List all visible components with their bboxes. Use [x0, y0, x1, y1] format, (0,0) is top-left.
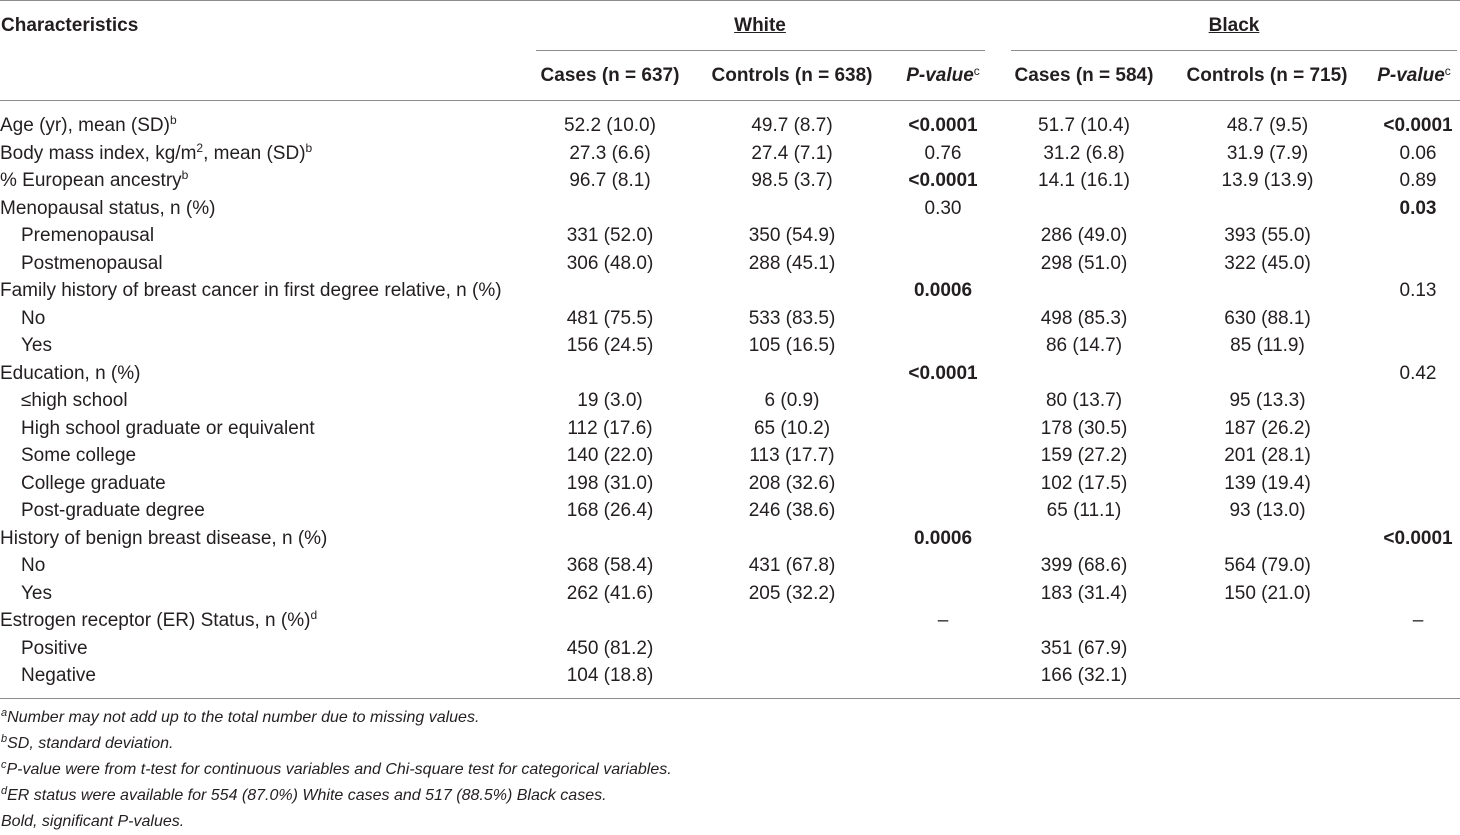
black-cases-cell: 399 (68.6) [1040, 555, 1128, 576]
white-controls-cell: 6 (0.9) [764, 390, 820, 411]
white-pvalue-cell [900, 305, 986, 333]
table-row [0, 552, 1460, 580]
row-label: College graduate [21, 472, 166, 494]
table-row [0, 662, 1460, 690]
white-pvalue-cell [900, 442, 986, 470]
white-cases-cell: 262 (41.6) [566, 582, 654, 604]
column-gap [986, 305, 1009, 333]
black-pvalue-cell [1376, 470, 1460, 498]
row-label: No [21, 307, 46, 329]
table-row [0, 387, 1460, 415]
white-cases-cell: 156 (24.5) [566, 335, 654, 356]
row-label: No [21, 555, 46, 576]
table-row [0, 415, 1460, 443]
row-label: Postmenopausal [21, 252, 163, 274]
table-row [0, 140, 1460, 168]
table-row [0, 635, 1460, 663]
white-cases-cell: 19 (3.0) [577, 390, 643, 411]
column-gap [986, 167, 1009, 195]
white-pvalue-cell: – [937, 610, 949, 631]
white-controls-cell: 98.5 (3.7) [751, 170, 833, 191]
black-controls-cell [1159, 635, 1376, 663]
black-pvalue-cell [1376, 552, 1460, 580]
white-cases-cell: 198 (31.0) [566, 472, 654, 494]
column-gap [986, 140, 1009, 168]
row-label: Yes [21, 335, 52, 356]
white-cases-cell: 331 (52.0) [566, 225, 654, 246]
black-controls-cell: 95 (13.3) [1229, 390, 1306, 411]
black-controls-cell: 85 (11.9) [1230, 335, 1305, 356]
column-gap [986, 525, 1009, 553]
white-pvalue-cell: 0.30 [924, 197, 962, 219]
white-controls-cell [684, 607, 900, 635]
black-pvalue-cell [1376, 222, 1460, 250]
black-pvalue-cell [1376, 250, 1460, 278]
row-label: Age (yr), mean (SD)$^b$ [0, 113, 177, 136]
black-group-title: Black [1208, 15, 1260, 36]
table-row [0, 332, 1460, 360]
table-row [0, 305, 1460, 333]
black-cases-cell: 51.7 (10.4) [1038, 115, 1130, 136]
black-cases-cell: 498 (85.3) [1040, 307, 1128, 329]
column-gap [986, 415, 1009, 443]
footnote: $^a$Number may not add up to the total number due to missing values. [1, 707, 480, 726]
black-cases-cell: 286 (49.0) [1040, 225, 1128, 246]
white-pvalue-cell [900, 470, 986, 498]
white-cases-cell: 368 (58.4) [566, 555, 654, 576]
footnote: $^b$SD, standard deviation. [1, 733, 174, 752]
white-controls-cell: 205 (32.2) [748, 582, 836, 604]
table-row [0, 360, 1460, 388]
column-gap [986, 442, 1009, 470]
black-pvalue-cell [1376, 332, 1460, 360]
white-controls-cell [684, 195, 900, 223]
black-controls-cell: 150 (21.0) [1224, 582, 1311, 604]
table-row [0, 525, 1460, 553]
table-row [0, 250, 1460, 278]
row-label: Body mass index, $kg/m^2$, mean (SD)$^b$ [0, 140, 313, 164]
table-row [0, 112, 1460, 140]
black-pvalue-cell: 0.06 [1399, 142, 1437, 164]
white-cases-cell: 52.2 (10.0) [564, 115, 656, 136]
row-label: Education, n (%) [0, 362, 141, 384]
white-cases-cell: 96.7 (8.1) [569, 170, 651, 191]
black-pvalue-cell [1376, 305, 1460, 333]
row-label: Post-graduate degree [21, 500, 205, 521]
white-cases-cell: 306 (48.0) [566, 252, 654, 274]
footnote: $^c$P-value were from t-test for continuous variables and Chi-square test for categorical variables. [1, 759, 672, 778]
row-label: Some college [21, 445, 137, 466]
table-row [0, 195, 1460, 223]
black-pvalue-cell [1376, 415, 1460, 443]
black-cases-cell: 31.2 (6.8) [1043, 142, 1125, 164]
white-pvalue-cell [900, 497, 986, 525]
column-gap [986, 360, 1009, 388]
black-pvalue-cell [1376, 497, 1460, 525]
table-row [0, 442, 1460, 470]
row-label: % European ancestry$^b$ [0, 168, 189, 191]
black-controls-cell: 393 (55.0) [1224, 225, 1311, 246]
black-pvalue-header: P-value$^c$ [1377, 64, 1451, 86]
black-pvalue-cell [1376, 580, 1460, 608]
white-pvalue-cell: <0.0001 [908, 115, 978, 136]
white-pvalue-cell [900, 415, 986, 443]
white-cases-cell: 481 (75.5) [566, 307, 654, 329]
white-controls-cell: 431 (67.8) [748, 555, 836, 576]
footnotes [1, 705, 672, 835]
row-label: Yes [21, 582, 52, 604]
white-group-title: White [734, 15, 786, 36]
white-pvalue-cell: 0.0006 [913, 527, 973, 549]
characteristics-table [0, 112, 1460, 690]
black-pvalue-cell: <0.0001 [1383, 527, 1453, 549]
black-pvalue-cell: – [1412, 610, 1424, 631]
header-rule [0, 100, 1460, 101]
top-rule [0, 0, 1460, 1]
table-row [0, 470, 1460, 498]
table-row [0, 497, 1460, 525]
black-controls-cell: 48.7 (9.5) [1226, 115, 1309, 136]
white-cases-cell: 140 (22.0) [566, 445, 654, 466]
white-pvalue-cell [900, 387, 986, 415]
black-pvalue-cell [1376, 662, 1460, 690]
white-controls-cell: 350 (54.9) [748, 225, 836, 246]
column-gap [986, 387, 1009, 415]
row-label: High school graduate or equivalent [21, 417, 315, 439]
black-controls-cell [1159, 607, 1376, 635]
white-pvalue-cell [900, 662, 986, 690]
white-pvalue-cell [900, 552, 986, 580]
black-cases-cell: 183 (31.4) [1040, 582, 1128, 604]
column-gap [986, 497, 1009, 525]
white-cases-cell [536, 195, 684, 223]
black-pvalue-cell: 0.89 [1399, 170, 1437, 191]
black-controls-cell [1159, 277, 1376, 305]
white-controls-cell [684, 277, 900, 305]
table-row [0, 607, 1460, 635]
black-cases-cell: 298 (51.0) [1040, 252, 1128, 274]
white-controls-cell [684, 662, 900, 690]
black-pvalue-cell [1376, 387, 1460, 415]
black-group-rule [1011, 50, 1457, 51]
white-cases-cell [536, 525, 684, 553]
column-gap [986, 635, 1009, 663]
row-label: Premenopausal [21, 225, 155, 246]
white-controls-cell: 533 (83.5) [748, 307, 836, 329]
white-group-rule [536, 50, 985, 51]
black-controls-cell [1159, 360, 1376, 388]
white-controls-cell [684, 360, 900, 388]
white-controls-cell: 288 (45.1) [748, 252, 836, 274]
row-label: Estrogen receptor (ER) Status, n (%)$^d$ [0, 608, 318, 631]
white-pvalue-cell [900, 250, 986, 278]
white-pvalue-header: P-value$^c$ [906, 64, 980, 86]
black-controls-cell: 630 (88.1) [1224, 307, 1311, 329]
white-controls-cell: 113 (17.7) [749, 445, 835, 466]
black-controls-cell [1159, 195, 1376, 223]
row-label: Negative [21, 665, 96, 686]
row-label: History of benign breast disease, n (%) [0, 527, 328, 549]
white-pvalue-cell: <0.0001 [908, 170, 978, 191]
white-cases-cell: 168 (26.4) [566, 500, 654, 521]
table-row [0, 222, 1460, 250]
white-cases-header: Cases (n = 637) [540, 65, 680, 86]
black-cases-cell: 86 (14.7) [1045, 335, 1123, 356]
black-controls-cell: 564 (79.0) [1224, 555, 1311, 576]
black-cases-cell: 166 (32.1) [1040, 665, 1128, 686]
column-gap [986, 470, 1009, 498]
white-controls-cell: 246 (38.6) [748, 500, 836, 521]
footnote: Bold, significant P-values. [1, 813, 185, 830]
white-cases-cell: 104 (18.8) [566, 665, 654, 686]
column-gap [986, 250, 1009, 278]
table-row [0, 580, 1460, 608]
white-controls-cell: 27.4 (7.1) [751, 142, 833, 164]
black-controls-header: Controls (n = 715) [1186, 65, 1348, 86]
white-pvalue-cell: <0.0001 [908, 362, 978, 384]
white-cases-cell [536, 277, 684, 305]
white-pvalue-cell [900, 580, 986, 608]
white-pvalue-cell: 0.76 [924, 142, 962, 164]
row-label: ≤high school [21, 390, 128, 411]
black-cases-cell: 351 (67.9) [1040, 637, 1128, 659]
column-gap [986, 552, 1009, 580]
black-cases-header: Cases (n = 584) [1014, 65, 1154, 86]
white-controls-cell: 208 (32.6) [748, 472, 836, 494]
white-controls-cell: 49.7 (8.7) [751, 115, 833, 136]
black-pvalue-cell: <0.0001 [1383, 115, 1453, 136]
black-controls-cell: 13.9 (13.9) [1221, 170, 1314, 191]
white-cases-cell: 450 (81.2) [566, 637, 654, 659]
table-row [0, 167, 1460, 195]
black-controls-cell [1159, 662, 1376, 690]
black-cases-cell: 178 (30.5) [1040, 417, 1128, 439]
black-controls-cell [1159, 525, 1376, 553]
black-cases-cell: 14.1 (16.1) [1038, 170, 1130, 191]
black-cases-cell [1009, 525, 1159, 553]
black-controls-cell: 201 (28.1) [1224, 445, 1311, 466]
column-gap [986, 195, 1009, 223]
black-cases-cell [1009, 277, 1159, 305]
black-pvalue-cell [1376, 442, 1460, 470]
column-gap [986, 332, 1009, 360]
characteristics-header: Characteristics [1, 15, 139, 36]
bottom-rule [0, 698, 1460, 699]
footnote: $^d$ER status were available for 554 (87.0%) White cases and 517 (88.5%) Black cases. [1, 785, 607, 804]
black-controls-cell: 31.9 (7.9) [1226, 142, 1309, 164]
black-pvalue-cell [1376, 635, 1460, 663]
black-cases-cell [1009, 195, 1159, 223]
black-cases-cell: 65 (11.1) [1046, 500, 1122, 521]
column-gap [986, 222, 1009, 250]
black-controls-cell: 187 (26.2) [1224, 417, 1311, 439]
column-gap [986, 662, 1009, 690]
black-cases-cell: 159 (27.2) [1040, 445, 1128, 466]
black-cases-cell [1009, 360, 1159, 388]
white-cases-cell: 112 (17.6) [567, 417, 653, 439]
white-controls-cell: 65 (10.2) [753, 417, 831, 439]
white-controls-cell: 105 (16.5) [748, 335, 836, 356]
white-cases-cell [536, 607, 684, 635]
column-gap [986, 112, 1009, 140]
row-label: Positive [21, 637, 88, 659]
black-cases-cell [1009, 607, 1159, 635]
white-pvalue-cell [900, 332, 986, 360]
black-controls-cell: 139 (19.4) [1224, 472, 1311, 494]
column-gap [986, 277, 1009, 305]
column-gap [986, 607, 1009, 635]
black-cases-cell: 102 (17.5) [1040, 472, 1128, 494]
white-pvalue-cell: 0.0006 [913, 280, 973, 301]
column-gap [986, 580, 1009, 608]
white-cases-cell [536, 360, 684, 388]
black-controls-cell: 322 (45.0) [1224, 252, 1311, 274]
row-label: Family history of breast cancer in first degree relative, n (%) [0, 280, 502, 301]
white-pvalue-cell [900, 635, 986, 663]
black-pvalue-cell: 0.03 [1399, 197, 1437, 219]
black-cases-cell: 80 (13.7) [1045, 390, 1123, 411]
white-controls-header: Controls (n = 638) [711, 65, 873, 86]
white-controls-cell [684, 525, 900, 553]
white-pvalue-cell [900, 222, 986, 250]
black-controls-cell: 93 (13.0) [1229, 500, 1306, 521]
black-pvalue-cell: 0.13 [1399, 280, 1437, 301]
white-cases-cell: 27.3 (6.6) [569, 142, 651, 164]
black-pvalue-cell: 0.42 [1399, 362, 1437, 384]
table-row [0, 277, 1460, 305]
row-label: Menopausal status, n (%) [0, 197, 216, 219]
white-controls-cell [684, 635, 900, 663]
